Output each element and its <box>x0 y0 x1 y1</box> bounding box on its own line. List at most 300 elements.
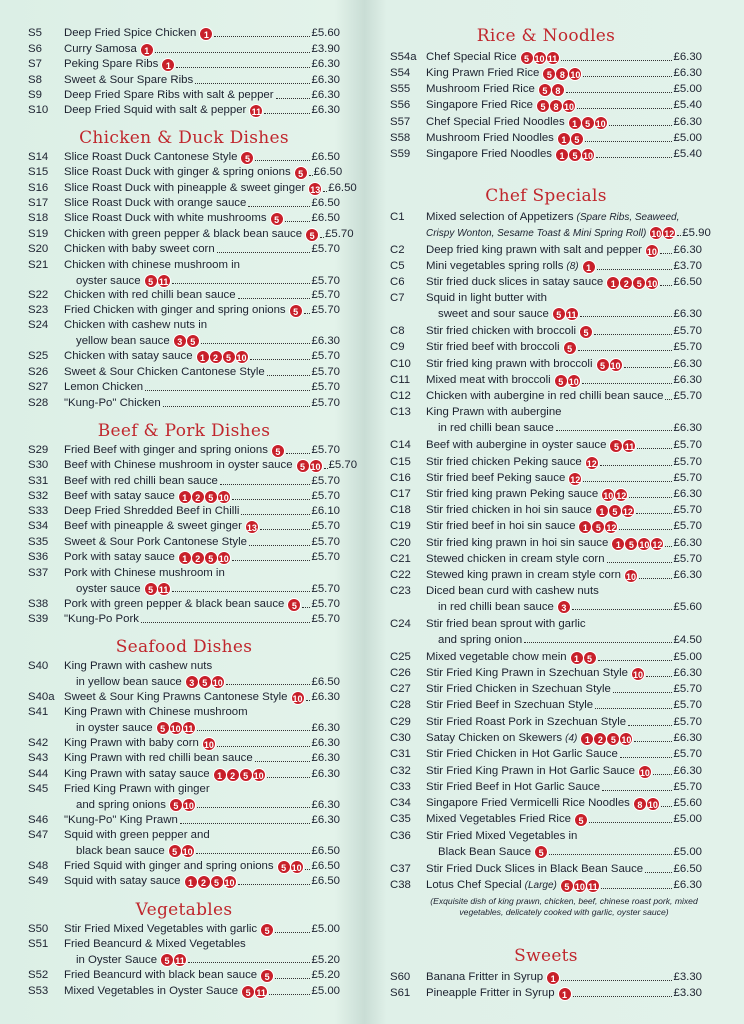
item-body <box>426 796 702 812</box>
item-body <box>426 780 702 796</box>
menu-item <box>390 131 702 147</box>
item-body <box>64 813 340 829</box>
allergen-badge-icon: 5 <box>160 953 174 967</box>
item-body <box>426 829 702 860</box>
allergen-badge-icon: 10 <box>562 99 576 113</box>
allergen-badge-icon: 11 <box>565 307 579 321</box>
allergen-badge-icon: 11 <box>254 985 268 999</box>
allergen-badges <box>534 845 547 859</box>
allergen-badge-icon: 5 <box>144 274 158 288</box>
allergen-badges <box>144 274 170 288</box>
item-body <box>64 474 340 490</box>
item-line <box>64 211 340 227</box>
allergen-badge-icon: 5 <box>270 212 284 226</box>
dot-leader <box>188 954 310 963</box>
item-line <box>426 471 702 487</box>
item-body <box>426 455 702 471</box>
dot-leader <box>665 538 672 547</box>
item-line <box>64 874 340 890</box>
allergen-badge-icon: 11 <box>157 274 171 288</box>
allergen-badge-icon: 2 <box>197 875 211 889</box>
dot-leader <box>639 570 672 579</box>
dot-leader <box>619 521 672 530</box>
item-price: £6.30 <box>673 765 702 778</box>
allergen-badges <box>609 439 635 453</box>
item-detail: (8) <box>566 261 579 273</box>
menu-item <box>390 715 702 731</box>
item-code: S48 <box>28 860 49 872</box>
section-heading: Rice & Noodles <box>476 26 616 46</box>
item-name: Pineapple Fritter in Syrup <box>426 987 555 1000</box>
item-body <box>426 682 702 698</box>
item-code: S22 <box>28 289 49 301</box>
item-body <box>64 242 340 258</box>
item-line <box>64 844 340 860</box>
item-body <box>64 767 340 783</box>
menu-item <box>390 682 702 698</box>
item-name: Mixed Vegetables in Oyster Sauce <box>64 985 239 998</box>
item-detail: (Large) <box>524 880 557 892</box>
item-line <box>426 324 702 340</box>
item-body <box>426 405 702 436</box>
item-line <box>426 340 702 356</box>
item-code: S20 <box>28 243 49 255</box>
menu-item <box>390 617 702 648</box>
dot-leader <box>180 815 311 824</box>
allergen-badge-icon: 1 <box>213 768 227 782</box>
item-body <box>426 552 702 568</box>
menu-item <box>390 357 702 373</box>
item-code: S45 <box>28 783 49 795</box>
dot-leader <box>226 676 311 685</box>
item-body <box>426 970 702 986</box>
item-code: C29 <box>390 716 411 728</box>
item-line <box>426 986 702 1002</box>
allergen-badge-icon: 11 <box>157 582 171 596</box>
item-price: £5.70 <box>673 325 702 338</box>
dot-leader <box>264 105 310 114</box>
item-price: £5.70 <box>673 781 702 794</box>
allergen-badge-icon: 10 <box>638 765 652 779</box>
item-line <box>426 682 702 698</box>
item-body <box>426 324 702 340</box>
allergen-badge-icon: 1 <box>557 132 571 146</box>
dot-leader <box>583 68 672 77</box>
item-code: S24 <box>28 319 49 331</box>
item-name: Stir fried king prawn with broccoli <box>426 358 593 371</box>
allergen-badge-icon: 3 <box>557 600 571 614</box>
item-price: £5.70 <box>673 716 702 729</box>
item-code: C14 <box>390 439 411 451</box>
item-price: £5.20 <box>311 953 340 966</box>
item-price: £5.70 <box>673 553 702 566</box>
item-line <box>426 438 702 454</box>
item-line <box>64 489 340 505</box>
allergen-badges <box>173 334 199 348</box>
item-name: Chef Special Fried Noodles <box>426 116 565 129</box>
allergen-badges <box>305 228 318 242</box>
item-name: Chicken with red chilli bean sauce <box>64 289 236 302</box>
item-name: Stir Fried King Prawn in Hot Garlic Sauce <box>426 765 635 778</box>
item-body <box>64 196 340 212</box>
item-body <box>426 536 702 552</box>
allergen-badge-icon: 5 <box>204 490 218 504</box>
allergen-badge-icon: 10 <box>645 276 659 290</box>
menu-item <box>390 275 702 291</box>
item-price: £3.70 <box>673 260 702 273</box>
item-name: oyster sauce <box>76 274 141 287</box>
item-name: King Prawn with cashew nuts <box>64 660 213 673</box>
menu-item <box>28 365 340 381</box>
item-price: £6.10 <box>311 505 340 518</box>
item-body <box>64 150 340 166</box>
item-name: Pork with satay sauce <box>64 551 175 564</box>
allergen-badges <box>161 58 174 72</box>
dot-leader <box>595 700 672 709</box>
item-name: Sweet & Sour Pork Cantonese Style <box>64 536 247 549</box>
dot-leader <box>309 167 313 176</box>
item-name: Squid in light butter with <box>426 292 547 305</box>
menu-item <box>390 82 702 98</box>
allergen-badge-icon: 1 <box>578 520 592 534</box>
item-name: "Kung-Po Pork <box>64 613 139 626</box>
item-body <box>64 828 340 859</box>
menu-item <box>390 340 702 356</box>
item-body <box>426 617 702 648</box>
dot-leader <box>196 845 311 854</box>
item-price: £5.70 <box>311 598 340 611</box>
dot-leader <box>583 473 672 482</box>
allergen-badge-icon: 10 <box>235 350 249 364</box>
allergen-badges <box>557 132 583 146</box>
item-body <box>64 612 340 628</box>
item-name: black bean sauce <box>76 844 165 857</box>
item-price: £5.70 <box>673 472 702 485</box>
item-code: S44 <box>28 768 49 780</box>
allergen-badge-icon: 10 <box>211 675 225 689</box>
item-name: Stir Fried Duck Slices in Black Bean Sauce <box>426 863 644 876</box>
item-body <box>426 503 702 519</box>
item-line <box>64 859 340 875</box>
item-name: Singapore Fried Vermicelli Rice Noodles <box>426 797 630 810</box>
item-price: £6.30 <box>311 814 340 827</box>
allergen-badge-icon: 12 <box>585 456 599 470</box>
allergen-badge-icon: 10 <box>609 358 623 372</box>
item-code: C7 <box>390 292 405 304</box>
item-body <box>426 986 702 1002</box>
item-name: Diced bean curd with cashew nuts <box>426 585 599 598</box>
item-name: Lemon Chicken <box>64 381 144 394</box>
item-code: S14 <box>28 151 49 163</box>
item-body <box>426 764 702 780</box>
menu-item <box>28 396 340 412</box>
item-body <box>64 458 358 474</box>
allergen-badge-icon: 5 <box>534 845 548 859</box>
item-price: £6.30 <box>311 89 340 102</box>
allergen-badges <box>570 651 596 665</box>
allergen-badges <box>277 860 303 874</box>
item-name: Stir Fried Beef in Szechuan Style <box>426 699 594 712</box>
item-name: Fried Beef with ginger and spring onions <box>64 444 268 457</box>
allergen-badge-icon: 10 <box>594 116 608 130</box>
menu-item <box>28 751 340 767</box>
item-code: S57 <box>390 116 411 128</box>
allergen-badge-icon: 1 <box>199 27 213 41</box>
item-body <box>426 357 702 373</box>
dot-leader <box>600 457 673 466</box>
menu-item <box>28 705 340 736</box>
dot-leader <box>241 506 310 515</box>
dot-leader <box>255 152 310 161</box>
allergen-badge-icon: 12 <box>650 537 664 551</box>
item-price: £5.70 <box>311 397 340 410</box>
item-body <box>64 288 340 304</box>
item-code: S32 <box>28 490 49 502</box>
item-name: Mushroom Fried Rice <box>426 83 535 96</box>
item-price: £6.30 <box>311 104 340 117</box>
item-name: Stir fried chicken Peking sauce <box>426 456 582 469</box>
menu-item <box>390 291 702 322</box>
item-name: Chicken with green pepper & black bean sauce <box>64 228 303 241</box>
item-line <box>426 405 702 421</box>
allergen-badge-icon: 13 <box>308 182 322 196</box>
dot-leader <box>214 28 310 37</box>
dot-leader <box>232 552 311 561</box>
dot-leader <box>238 876 311 885</box>
dot-leader <box>267 769 311 778</box>
item-price: £6.30 <box>311 74 340 87</box>
section-heading: Sweets <box>514 946 578 966</box>
item-name: Stir Fried Roast Pork in Szechuan Style <box>426 716 627 729</box>
item-body <box>64 736 340 752</box>
item-body <box>64 705 340 736</box>
menu-item <box>28 103 340 119</box>
menu-item <box>28 443 340 459</box>
item-line <box>426 357 702 373</box>
item-line <box>64 42 340 58</box>
item-price: £6.30 <box>311 737 340 750</box>
menu-item <box>390 747 702 763</box>
item-name: Squid with green pepper and <box>64 829 210 842</box>
dot-leader <box>172 275 311 284</box>
item-body <box>64 396 340 412</box>
item-name: Fried Chicken with ginger and spring onions <box>64 304 286 317</box>
dot-leader <box>172 583 311 592</box>
item-name: Curry Samosa <box>64 43 137 56</box>
allergen-badge-icon: 5 <box>241 985 255 999</box>
item-body <box>426 275 702 291</box>
dot-leader <box>217 738 311 747</box>
dot-leader <box>561 972 672 981</box>
item-name: Stir fried king prawn in hoi sin sauce <box>426 537 609 550</box>
menu-item <box>28 566 340 597</box>
dot-leader <box>620 749 673 758</box>
allergen-badges <box>554 374 580 388</box>
item-line <box>64 751 340 767</box>
allergen-badge-icon: 5 <box>624 537 638 551</box>
dot-leader <box>267 367 311 376</box>
item-name: Stir Fried Chicken in Hot Garlic Sauce <box>426 748 618 761</box>
item-price: £5.00 <box>311 923 340 936</box>
item-code: C6 <box>390 276 405 288</box>
allergen-badge-icon: 5 <box>260 969 274 983</box>
item-code: C27 <box>390 683 411 695</box>
item-name: Beef with red chilli bean sauce <box>64 475 218 488</box>
item-name: Mixed Vegetables Fried Rice <box>426 813 571 826</box>
menu-item <box>28 859 340 875</box>
item-name: in red chilli bean sauce <box>438 600 554 613</box>
menu-item <box>28 550 340 566</box>
item-line <box>426 82 702 98</box>
dot-leader <box>302 599 310 608</box>
dot-leader <box>155 44 311 53</box>
item-body <box>426 666 702 682</box>
item-body <box>64 937 340 968</box>
allergen-badge-icon: 11 <box>173 953 187 967</box>
menu-item <box>28 659 340 690</box>
item-line <box>426 878 702 894</box>
allergen-badge-icon: 1 <box>184 875 198 889</box>
dot-leader <box>324 460 328 469</box>
item-code: C15 <box>390 456 411 468</box>
item-code: C31 <box>390 748 411 760</box>
menu-item <box>28 349 340 365</box>
item-code: C20 <box>390 537 411 549</box>
item-line <box>426 519 702 535</box>
item-name: King Prawn with red chilli bean sauce <box>64 752 253 765</box>
item-price: £5.70 <box>311 243 340 256</box>
item-name: Stir fried chicken in hoi sin sauce <box>426 504 592 517</box>
item-line <box>426 421 702 437</box>
item-name: Stir Fried Mixed Vegetables with garlic <box>64 923 258 936</box>
dot-leader <box>323 183 327 192</box>
item-body <box>64 303 340 319</box>
item-line <box>64 474 340 490</box>
item-line <box>64 274 340 290</box>
item-body <box>426 373 702 389</box>
dot-leader <box>249 537 311 546</box>
item-price: £5.70 <box>673 439 702 452</box>
allergen-badge-icon: 1 <box>546 971 560 985</box>
dot-leader <box>275 970 310 979</box>
item-line <box>64 88 340 104</box>
item-price: £5.70 <box>673 699 702 712</box>
item-name: oyster sauce <box>76 582 141 595</box>
item-code: C21 <box>390 553 411 565</box>
menu-item <box>28 984 340 1000</box>
menu-item <box>390 796 702 812</box>
allergen-badges <box>213 768 265 782</box>
dot-leader <box>613 684 673 693</box>
item-code: C17 <box>390 488 411 500</box>
item-code: S34 <box>28 520 49 532</box>
item-line <box>64 937 340 953</box>
allergen-badge-icon: 3 <box>173 334 187 348</box>
item-name: Deep Fried Spare Ribs with salt & pepper <box>64 89 274 102</box>
item-price: £6.30 <box>311 334 340 347</box>
dot-leader <box>598 652 673 661</box>
item-code: S58 <box>390 132 411 144</box>
allergen-badges <box>546 971 559 985</box>
item-price: £5.00 <box>673 132 702 145</box>
allergen-badge-icon: 10 <box>637 537 651 551</box>
dot-leader <box>305 861 311 870</box>
menu-item <box>390 66 702 82</box>
dot-leader <box>285 213 311 222</box>
item-line <box>426 66 702 82</box>
dot-leader <box>601 880 673 889</box>
item-line <box>426 731 702 747</box>
item-code: S40 <box>28 660 49 672</box>
item-price: £5.40 <box>673 99 702 112</box>
item-body <box>64 968 340 984</box>
item-code: S51 <box>28 938 49 950</box>
item-price: £5.70 <box>673 683 702 696</box>
item-price: £6.30 <box>673 51 702 64</box>
item-body <box>64 550 340 566</box>
item-code: S54 <box>390 67 411 79</box>
item-code: C26 <box>390 667 411 679</box>
item-name: Squid with satay sauce <box>64 875 181 888</box>
allergen-badge-icon: 2 <box>191 490 205 504</box>
allergen-badges <box>568 116 607 130</box>
item-body <box>426 50 702 66</box>
item-body <box>64 535 340 551</box>
item-name: Stir fried bean sprout with garlic <box>426 618 586 631</box>
item-line <box>426 796 702 812</box>
item-name: in Oyster Sauce <box>76 953 158 966</box>
item-line <box>426 373 702 389</box>
item-name: Fried Beancurd with black bean sauce <box>64 969 258 982</box>
item-price: £6.30 <box>673 421 702 434</box>
allergen-badge-icon: 5 <box>609 439 623 453</box>
item-line <box>64 57 340 73</box>
item-line <box>64 150 340 166</box>
item-body <box>64 318 340 349</box>
item-price: £6.50 <box>328 182 357 195</box>
item-name: Slice Roast Duck with pineapple & sweet ginger <box>64 182 306 195</box>
item-code: C18 <box>390 504 411 516</box>
item-line <box>426 812 702 828</box>
item-body <box>64 504 340 520</box>
item-name: Stewed king prawn in cream style corn <box>426 569 621 582</box>
item-name: Deep Fried Shredded Beef in Chilli <box>64 505 240 518</box>
dot-leader <box>637 440 672 449</box>
allergen-badge-icon: 2 <box>619 276 633 290</box>
item-line <box>64 303 340 319</box>
allergen-badge-icon: 5 <box>632 276 646 290</box>
allergen-badge-icon: 1 <box>140 43 154 57</box>
item-line <box>426 780 702 796</box>
item-price: £3.30 <box>673 987 702 1000</box>
item-body <box>64 751 340 767</box>
item-code: S15 <box>28 166 49 178</box>
item-name: Beef with pineapple & sweet ginger <box>64 520 242 533</box>
item-body <box>64 165 343 181</box>
item-line <box>426 552 702 568</box>
item-line <box>426 829 702 845</box>
item-line <box>64 582 340 598</box>
item-name: Singapore Fried Noodles <box>426 148 553 161</box>
allergen-badge-icon: 5 <box>222 350 236 364</box>
item-name: Satay Chicken on Skewers <box>426 732 563 745</box>
menu-item <box>390 259 702 275</box>
menu-item <box>390 666 702 682</box>
menu-item <box>28 922 340 938</box>
allergen-badge-icon: 5 <box>574 813 588 827</box>
item-price: £3.30 <box>673 971 702 984</box>
item-price: £6.30 <box>673 488 702 501</box>
